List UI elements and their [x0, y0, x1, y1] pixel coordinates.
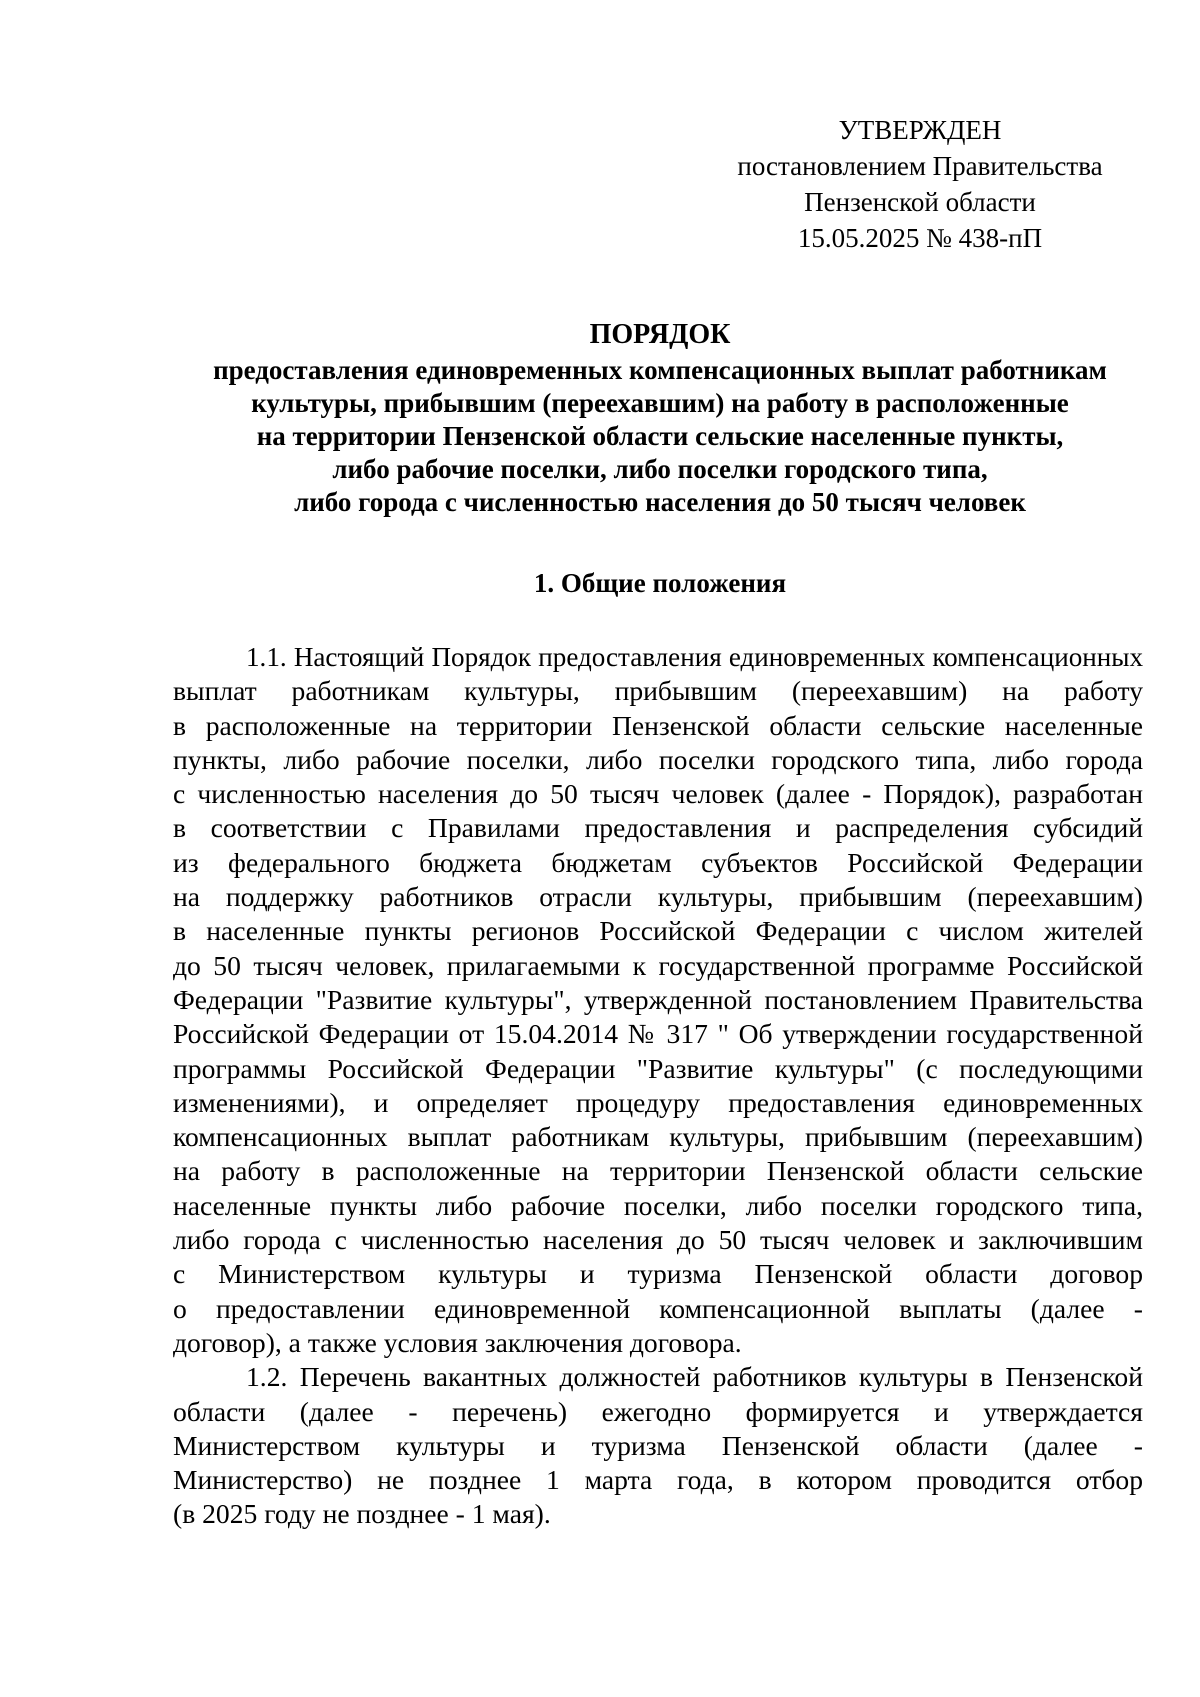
- paragraph-line: на поддержку работников отрасли культуры, прибывшим (переехавшим): [173, 881, 1143, 913]
- paragraph-line: пункты, либо рабочие поселки, либо поселки городского типа, либо города: [173, 743, 1143, 775]
- paragraph-line: программы Российской Федерации "Развитие культуры" (с последующими: [173, 1052, 1143, 1084]
- paragraph-line: либо города с численностью населения до 50 тысяч человек и заключившим: [173, 1224, 1143, 1256]
- paragraph-line: о предоставлении единовременной компенсационной выплаты (далее -: [173, 1292, 1143, 1324]
- paragraph-line: 1.2. Перечень вакантных должностей работников культуры в Пензенской: [246, 1361, 1143, 1393]
- document-title: ПОРЯДОК: [589, 319, 731, 350]
- document-subtitle-line: либо рабочие поселки, либо поселки городского типа,: [332, 454, 988, 484]
- document-subtitle-line: на территории Пензенской области сельские населенные пункты,: [256, 421, 1064, 451]
- approval-line-approved: УТВЕРЖДЕН: [838, 115, 1002, 145]
- document-subtitle-line: либо города с численностью населения до 50 тысяч человек: [294, 487, 1026, 517]
- paragraph-line: из федерального бюджета бюджетам субъектов Российской Федерации: [173, 846, 1143, 878]
- paragraph-line: договор), а также условия заключения договора.: [173, 1326, 742, 1358]
- paragraph-line: населенные пункты либо рабочие поселки, либо поселки городского типа,: [173, 1189, 1143, 1221]
- approval-line-resolution: постановлением Правительства: [737, 151, 1103, 181]
- paragraph-line: Министерство) не позднее 1 марта года, в котором проводится отбор: [173, 1464, 1143, 1496]
- paragraph-line: изменениями), и определяет процедуру предоставления единовременных: [173, 1086, 1143, 1118]
- paragraph-line: с численностью населения до 50 тысяч человек (далее - Порядок), разработан: [173, 778, 1143, 810]
- section-heading-general: 1. Общие положения: [533, 568, 787, 598]
- approval-line-region: Пензенской области: [804, 187, 1036, 217]
- paragraph-line: с Министерством культуры и туризма Пензенской области договор: [173, 1258, 1143, 1290]
- paragraph-line: компенсационных выплат работникам культуры, прибывшим (переехавшим): [173, 1121, 1143, 1153]
- document-subtitle-line: предоставления единовременных компенсационных выплат работникам: [213, 355, 1107, 385]
- approval-stamp: [700, 112, 1140, 256]
- approval-line-date-number: 15.05.2025 № 438-пП: [797, 223, 1043, 253]
- paragraph-line: на работу в расположенные на территории Пензенской области сельские: [173, 1155, 1143, 1187]
- document-subtitle-line: культуры, прибывшим (переехавшим) на работу в расположенные: [251, 388, 1069, 418]
- paragraph-line: выплат работникам культуры, прибывшим (переехавшим) на работу: [173, 675, 1143, 707]
- paragraph-line: в соответствии с Правилами предоставления и распределения субсидий: [173, 812, 1143, 844]
- paragraph-line: (в 2025 году не позднее - 1 мая).: [173, 1498, 551, 1530]
- paragraph-line: в населенные пункты регионов Российской Федерации с числом жителей: [173, 915, 1143, 947]
- paragraph-1-1: [173, 640, 1143, 1360]
- paragraph-line: Российской Федерации от 15.04.2014 № 317 " Об утверждении государственной: [173, 1018, 1143, 1050]
- paragraph-line: области (далее - перечень) ежегодно формируется и утверждается: [173, 1395, 1143, 1427]
- paragraph-1-2: [173, 1360, 1143, 1531]
- document-title-block: [120, 318, 1200, 519]
- paragraph-line: Министерством культуры и туризма Пензенской области (далее -: [173, 1429, 1143, 1461]
- paragraph-line: в расположенные на территории Пензенской области сельские населенные: [173, 709, 1143, 741]
- paragraph-line: Федерации "Развитие культуры", утвержденной постановлением Правительства: [173, 983, 1143, 1015]
- paragraph-line: 1.1. Настоящий Порядок предоставления единовременных компенсационных: [246, 642, 1143, 672]
- paragraph-line: до 50 тысяч человек, прилагаемыми к государственной программе Российской: [173, 949, 1143, 981]
- document-body: [173, 640, 1143, 1532]
